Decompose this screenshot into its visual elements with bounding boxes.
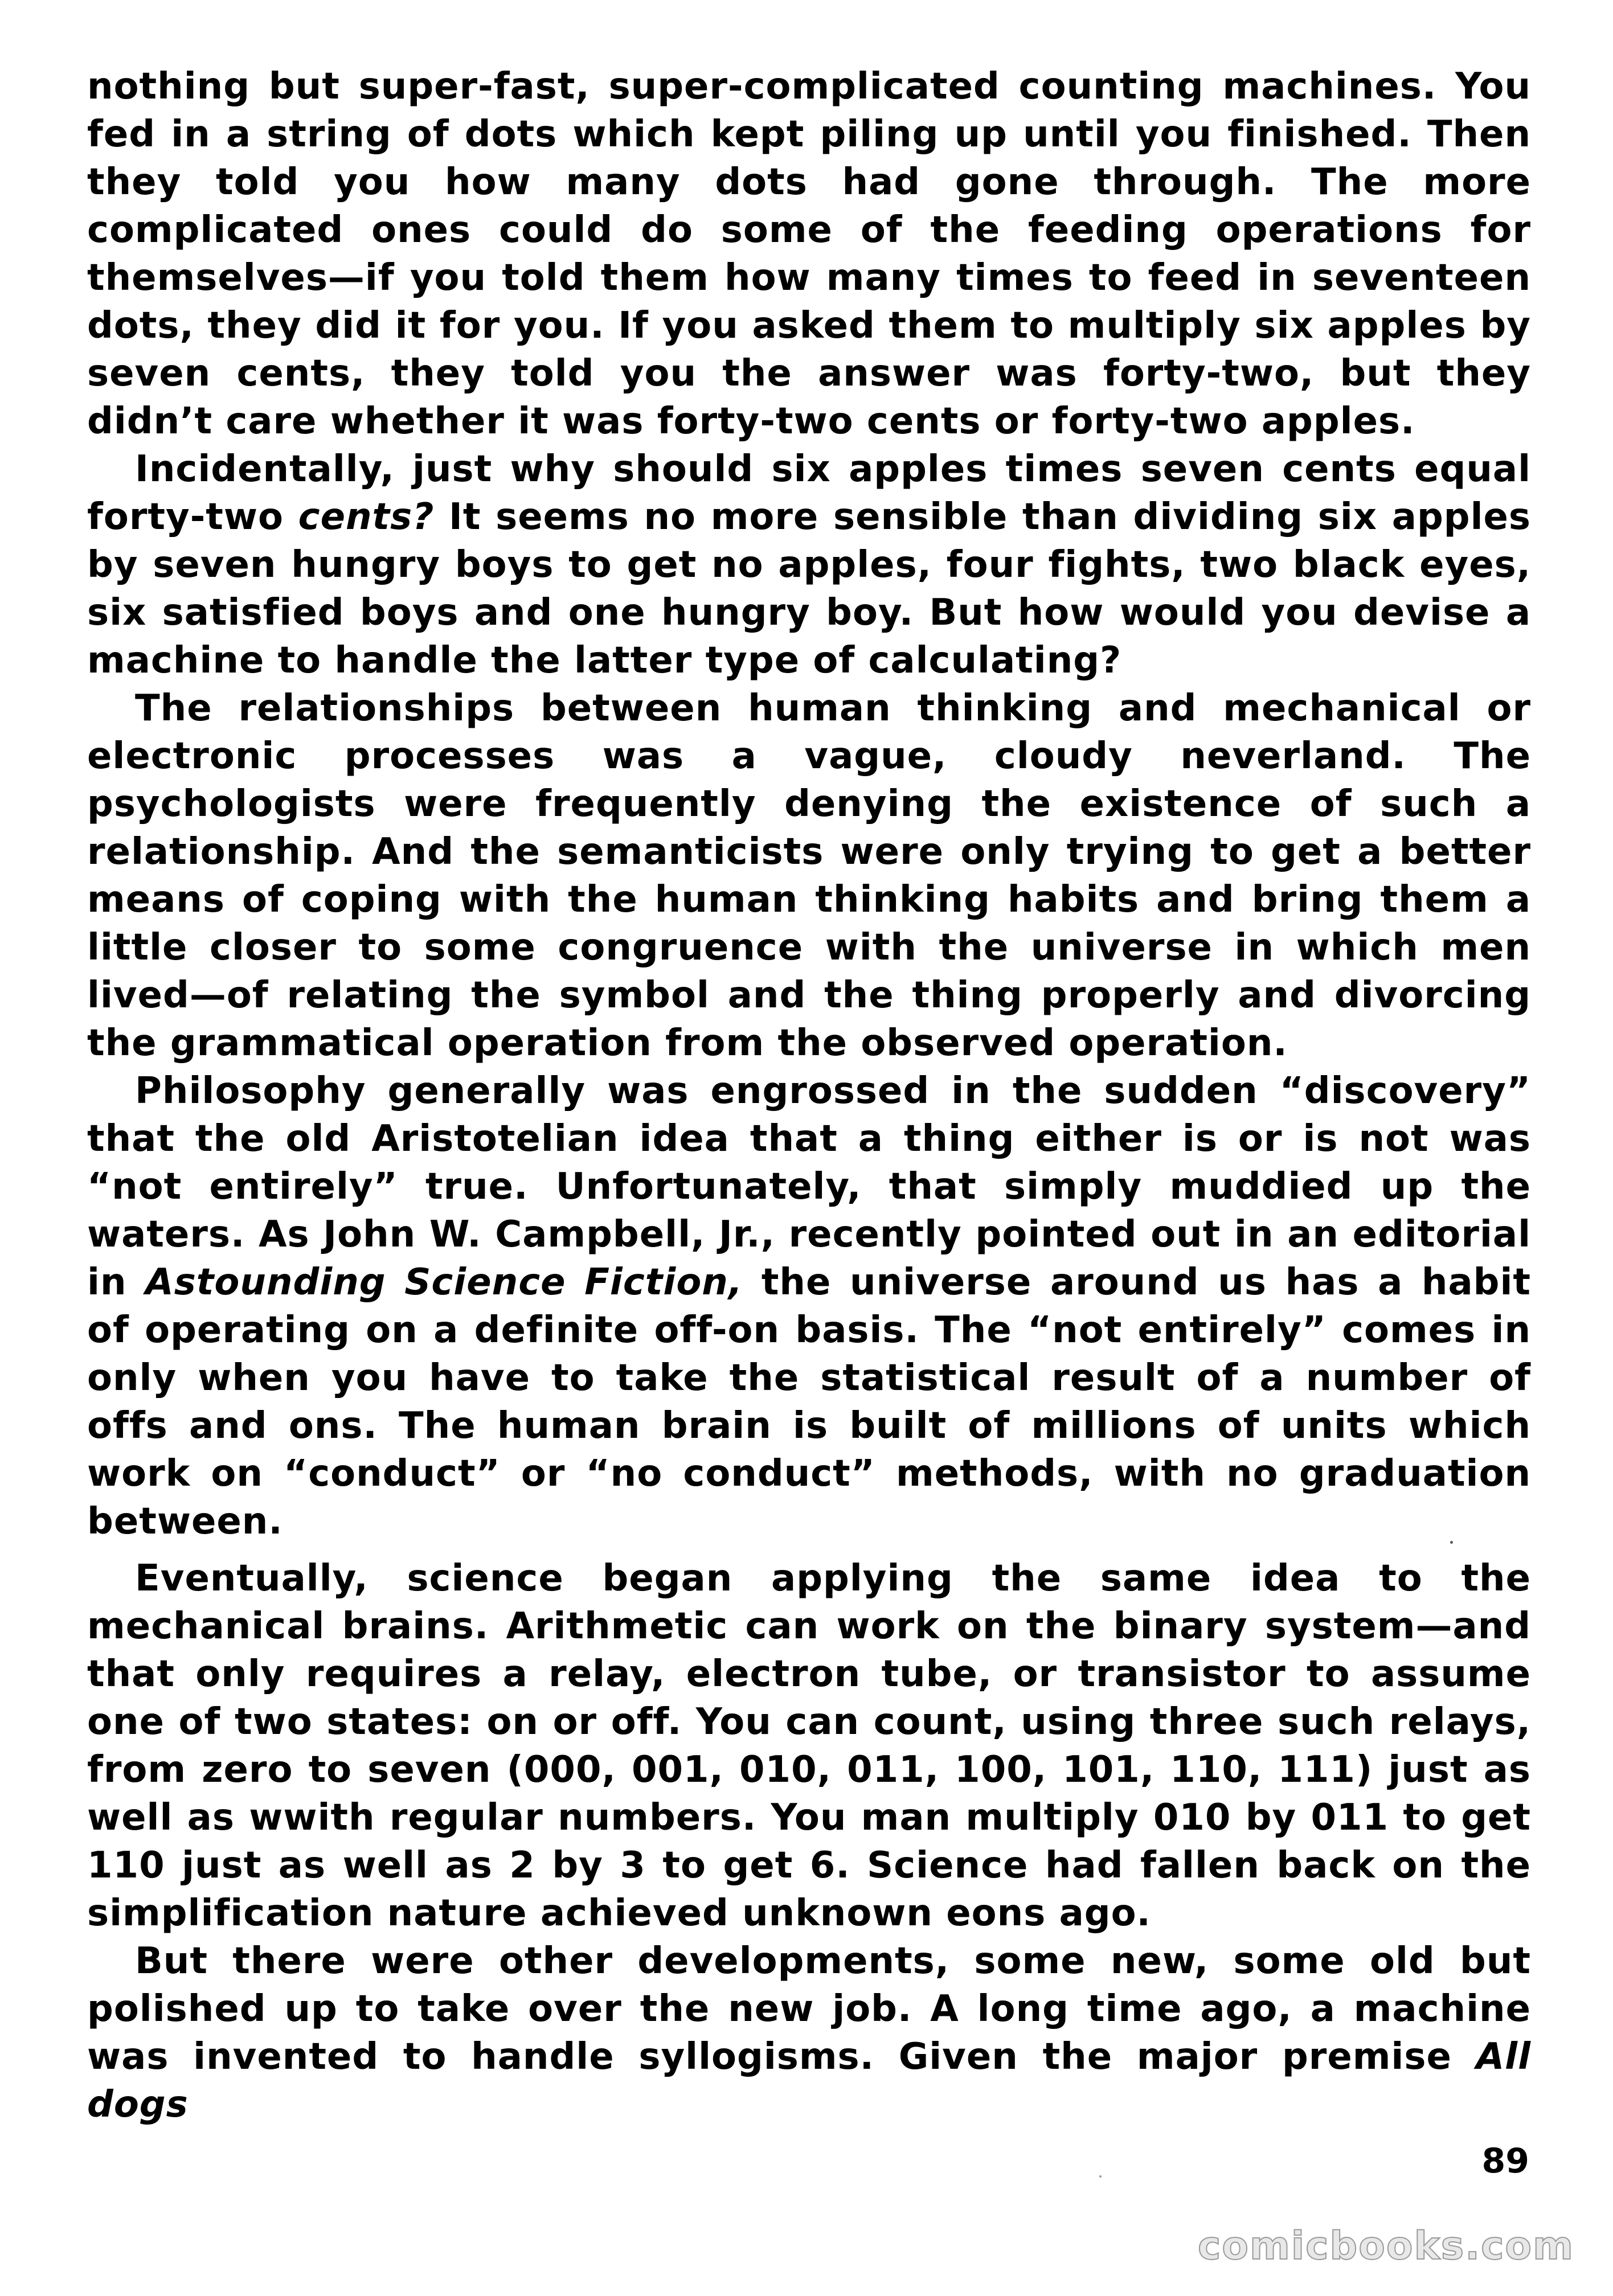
text-run: the universe around us has a habit of operating on a definite off-on basis. The “not entirely” comes in only when you have to take the statistical result of a number of offs and ons. The human brain is built of millions of units which work on “conduct” or “no conduct” methods, with no graduation between. bbox=[87, 1261, 1531, 1543]
paragraph bbox=[87, 63, 1531, 445]
print-speck bbox=[1450, 1541, 1453, 1544]
page-number: 89 bbox=[1481, 2141, 1529, 2181]
text-run: Incidentally, just why should six apples times seven cents equal forty-two bbox=[87, 448, 1531, 538]
paragraph bbox=[87, 684, 1531, 1067]
paragraph bbox=[87, 1937, 1531, 2129]
text-run: nothing but super-fast, super-complicated counting machines. You fed in a string of dots which kept piling up until you finished. Then they told you how many dots had gone through. The more complicated ones could do some of the feeding operations for themselves—if you told them how many times to feed in seventeen dots, they did it for you. If you asked them to multiply six apples by seven cents, they told you the answer was forty-two, but they didn’t care whether it was forty-two cents or forty-two apples. bbox=[87, 65, 1531, 442]
text-run: But there were other developments, some new, some old but polished up to take over the new job. A long time ago, a machine was invented to handle syllogisms. Given the major premise bbox=[87, 1940, 1531, 2078]
italic-text: Astounding Science Fiction, bbox=[145, 1261, 743, 1303]
paragraph bbox=[87, 445, 1531, 684]
paragraph bbox=[87, 1067, 1531, 1545]
text-run: Eventually, science began applying the same idea to the mechanical brains. Arithmetic can work on the binary system—and that only requires a relay, electron tube, or transistor to assume one of two states: on or off. You can count, using three such relays, from zero to seven (000, 001, 010, 011, 100, 101, 110, 111) just as well as wwith regular numbers. You man multiply 010 by 011 to get 110 just as well as 2 by 3 to get 6. Science had fallen back on the simplification nature achieved unknown eons ago. bbox=[87, 1557, 1531, 1934]
text-run: It seems no more sensible than dividing six apples by seven hungry boys to get no apples, four fights, two black eyes, six satisfied boys and one hungry boy. But how would you devise a machine to handle the latter type of calculating? bbox=[87, 496, 1532, 682]
body-text bbox=[87, 63, 1531, 2129]
print-speck bbox=[1099, 2175, 1102, 2178]
text-run: The relationships between human thinking and mechanical or electronic processes was a vague, cloudy neverland. The psychologists were frequently denying the existence of such a relationship. And the semanticists were only trying to get a better means of coping with the human thinking habits and bring them a little closer to some congruence with the universe in which men lived—of relating the symbol and the thing properly and divorcing the grammatical operation from the observed operation. bbox=[87, 687, 1531, 1064]
italic-text: All dogs bbox=[87, 2036, 1531, 2126]
paragraph bbox=[87, 1555, 1531, 1937]
italic-text: cents? bbox=[298, 496, 435, 538]
watermark: comicbooks.com bbox=[1197, 2224, 1574, 2269]
text-run: Philosophy generally was engrossed in the sudden “discovery” that the old Aristotelian idea that a thing either is or is not was “not entirely” true. Unfortunately, that simply muddied up the waters. As John W. Campbell, Jr., recently pointed out in an editorial in bbox=[87, 1070, 1531, 1303]
